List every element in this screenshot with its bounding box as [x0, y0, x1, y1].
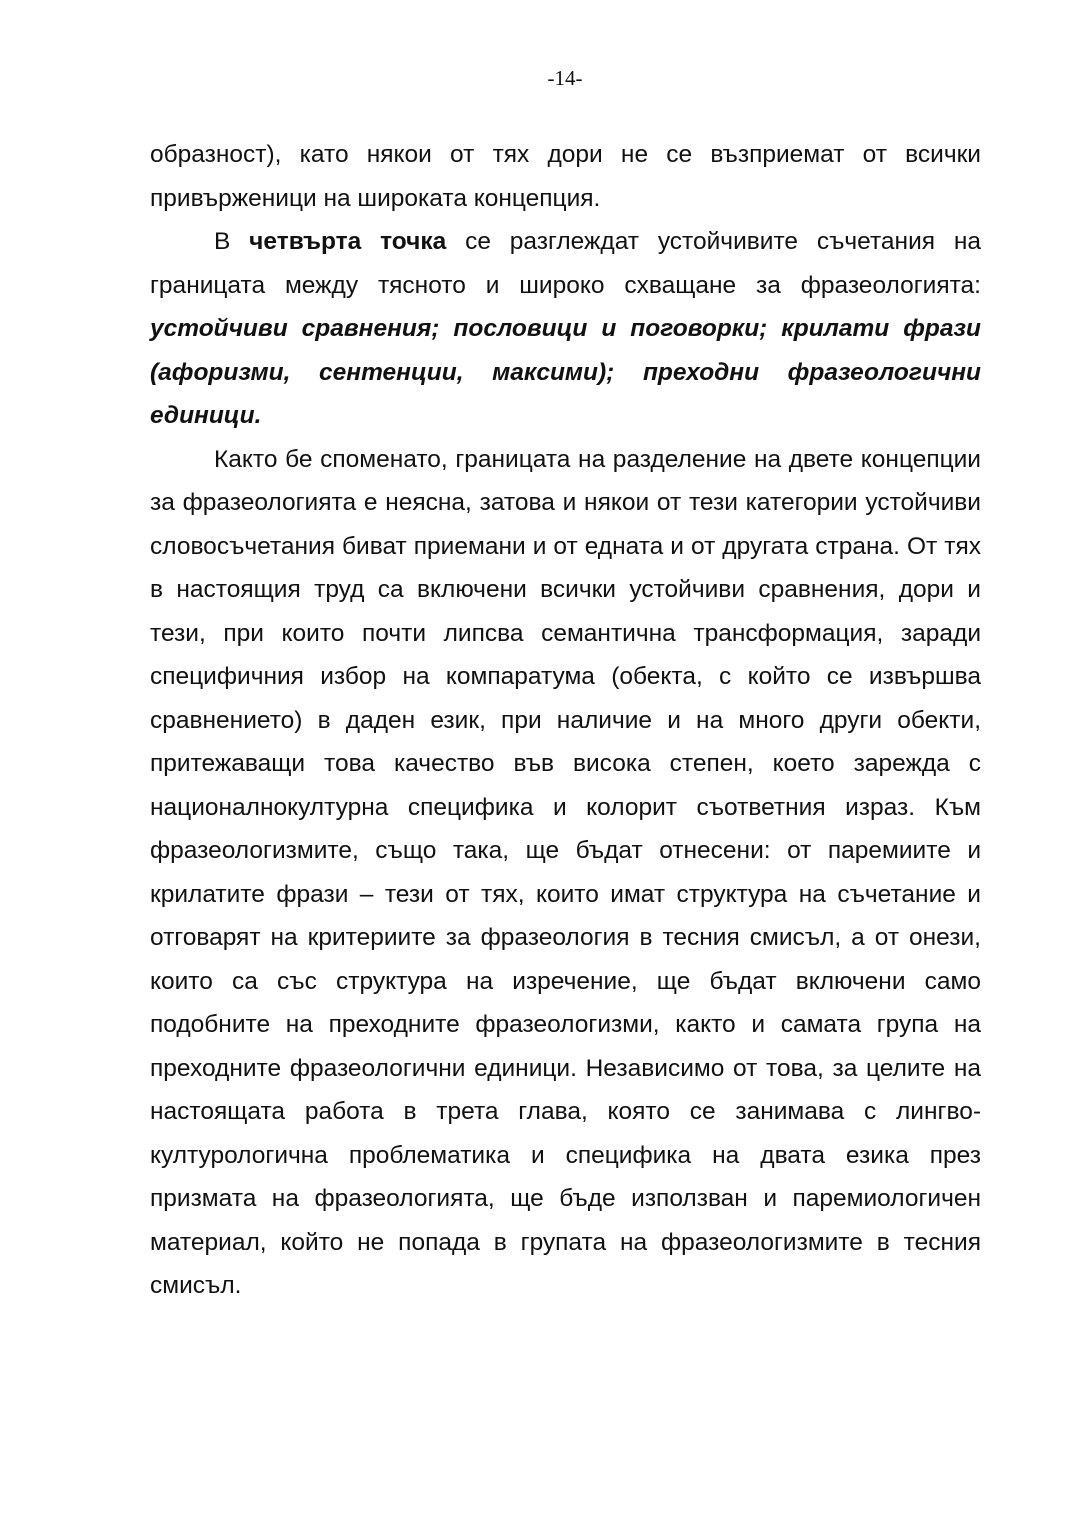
paragraph-2-bold-term: четвърта точка: [249, 228, 447, 255]
paragraph-2-rest: се разглеждат устойчивите съчетания на границата между тясното и широко схващане за фразеологията:: [150, 228, 982, 299]
paragraph-2: [150, 220, 981, 438]
body-text: [150, 133, 981, 1308]
paragraph-2-start: В: [214, 228, 250, 255]
paragraph-2-categories: устойчиви сравнения; пословици и поговорки; крилати фрази (афоризми, сентенции, максими); преходни фразеологични единици.: [150, 315, 981, 429]
paragraph-3: Както бе споменато, границата на разделение на двете концепции за фразеологията е неясна, затова и някои от тези категории устойчиви словосъчетания биват приемани и от едната и от другата страна. От тях в настоящия труд са включени всички устойчиви сравнения, дори и тези, при които почти липсва семантична трансформация, заради специфичния избор на компаратума (обекта, с който се извършва сравнението) в даден език, при наличие и на много други обекти, притежаващи това качество във висока степен, което зарежда с националнокултурна специфика и колорит съответния израз. Към фразеологизмите, също така, ще бъдат отнесени: от паремиите и крилатите фрази – тези от тях, които имат структура на съчетание и отговарят на критериите за фразеология в тесния смисъл, а от онези, които са със структура на изречение, ще бъдат включени само подобните на преходните фразеологизми, както и самата група на преходните фразеологични единици. Независимо от това, за целите на настоящата работа в трета глава, която се занимава с лингво-културологична проблематика и специфика на двата езика през призмата на фразеологията, ще бъде използван и паремиологичен материал, който не попада в групата на фразеологизмите в тесния смисъл.: [150, 445, 981, 1299]
paragraph-1: образност), като някои от тях дори не се възприемат от всички привърженици на широката концепция.: [150, 141, 981, 212]
page-number: -14-: [547, 66, 583, 90]
